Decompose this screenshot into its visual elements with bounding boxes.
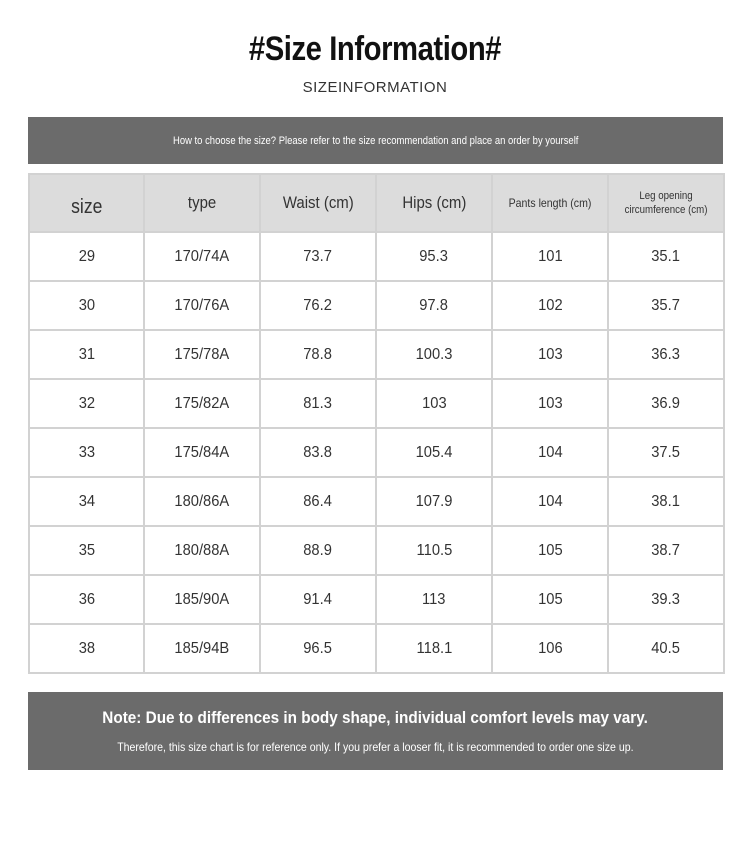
table-cell-leg-opening: 35.7 <box>608 281 724 330</box>
note-sub-text: Therefore, this size chart is for reference only. If you prefer a looser fit, it is recommended to order one size up. <box>117 740 634 754</box>
table-cell-hips: 105.4 <box>376 428 492 477</box>
table-cell-leg-opening: 40.5 <box>608 624 724 673</box>
table-cell-pants-length: 103 <box>492 379 608 428</box>
table-body <box>29 232 724 673</box>
table-cell-type: 185/94B <box>144 624 260 673</box>
table-cell-leg-opening: 39.3 <box>608 575 724 624</box>
table-cell-type: 175/84A <box>144 428 260 477</box>
size-guide-banner <box>28 117 723 164</box>
table-row <box>29 428 724 477</box>
table-row <box>29 379 724 428</box>
table-cell-size: 34 <box>29 477 144 526</box>
table-cell-pants-length: 105 <box>492 526 608 575</box>
table-cell-waist: 81.3 <box>260 379 376 428</box>
table-cell-pants-length: 106 <box>492 624 608 673</box>
table-cell-leg-opening: 37.5 <box>608 428 724 477</box>
table-cell-type: 175/78A <box>144 330 260 379</box>
table-cell-pants-length: 102 <box>492 281 608 330</box>
table-cell-type: 180/88A <box>144 526 260 575</box>
table-row <box>29 281 724 330</box>
table-cell-type: 170/74A <box>144 232 260 281</box>
table-cell-type: 170/76A <box>144 281 260 330</box>
table-row <box>29 232 724 281</box>
table-cell-size: 31 <box>29 330 144 379</box>
column-header-hips: Hips (cm) <box>376 174 492 232</box>
table-cell-waist: 83.8 <box>260 428 376 477</box>
table-row <box>29 526 724 575</box>
size-guide-banner-text: How to choose the size? Please refer to the size recommendation and place an order by yourself <box>172 134 579 147</box>
table-cell-waist: 88.9 <box>260 526 376 575</box>
page-subtitle: SIZEINFORMATION <box>302 79 448 96</box>
note-panel <box>28 692 723 770</box>
table-cell-leg-opening: 36.9 <box>608 379 724 428</box>
column-header-waist: Waist (cm) <box>260 174 376 232</box>
table-cell-hips: 95.3 <box>376 232 492 281</box>
table-cell-pants-length: 104 <box>492 477 608 526</box>
table-cell-size: 35 <box>29 526 144 575</box>
table-cell-leg-opening: 38.7 <box>608 526 724 575</box>
size-table <box>28 173 725 674</box>
table-row <box>29 624 724 673</box>
table-cell-waist: 76.2 <box>260 281 376 330</box>
table-cell-hips: 107.9 <box>376 477 492 526</box>
column-header-type: type <box>144 174 260 232</box>
table-cell-waist: 73.7 <box>260 232 376 281</box>
table-cell-waist: 96.5 <box>260 624 376 673</box>
note-main-text: Note: Due to differences in body shape, individual comfort levels may vary. <box>102 708 649 727</box>
table-cell-size: 30 <box>29 281 144 330</box>
table-cell-hips: 97.8 <box>376 281 492 330</box>
table-cell-size: 33 <box>29 428 144 477</box>
table-cell-hips: 113 <box>376 575 492 624</box>
table-cell-hips: 118.1 <box>376 624 492 673</box>
table-cell-pants-length: 103 <box>492 330 608 379</box>
column-header-pants-length: Pants length (cm) <box>492 174 608 232</box>
table-cell-leg-opening: 38.1 <box>608 477 724 526</box>
table-cell-size: 29 <box>29 232 144 281</box>
table-cell-hips: 100.3 <box>376 330 492 379</box>
table-cell-type: 185/90A <box>144 575 260 624</box>
table-cell-waist: 78.8 <box>260 330 376 379</box>
column-header-leg-opening: Leg opening circumference (cm) <box>608 174 724 232</box>
table-cell-type: 180/86A <box>144 477 260 526</box>
table-cell-pants-length: 101 <box>492 232 608 281</box>
table-cell-waist: 86.4 <box>260 477 376 526</box>
table-cell-size: 38 <box>29 624 144 673</box>
column-header-size: size <box>29 174 144 232</box>
table-cell-leg-opening: 36.3 <box>608 330 724 379</box>
table-header-row <box>29 174 724 232</box>
table-cell-waist: 91.4 <box>260 575 376 624</box>
table-cell-pants-length: 104 <box>492 428 608 477</box>
table-cell-size: 32 <box>29 379 144 428</box>
table-row <box>29 575 724 624</box>
table-cell-type: 175/82A <box>144 379 260 428</box>
table-cell-leg-opening: 35.1 <box>608 232 724 281</box>
table-cell-size: 36 <box>29 575 144 624</box>
table-row <box>29 477 724 526</box>
table-cell-hips: 103 <box>376 379 492 428</box>
page-title: #Size Information# <box>248 30 502 68</box>
table-cell-hips: 110.5 <box>376 526 492 575</box>
table-row <box>29 330 724 379</box>
table-cell-pants-length: 105 <box>492 575 608 624</box>
